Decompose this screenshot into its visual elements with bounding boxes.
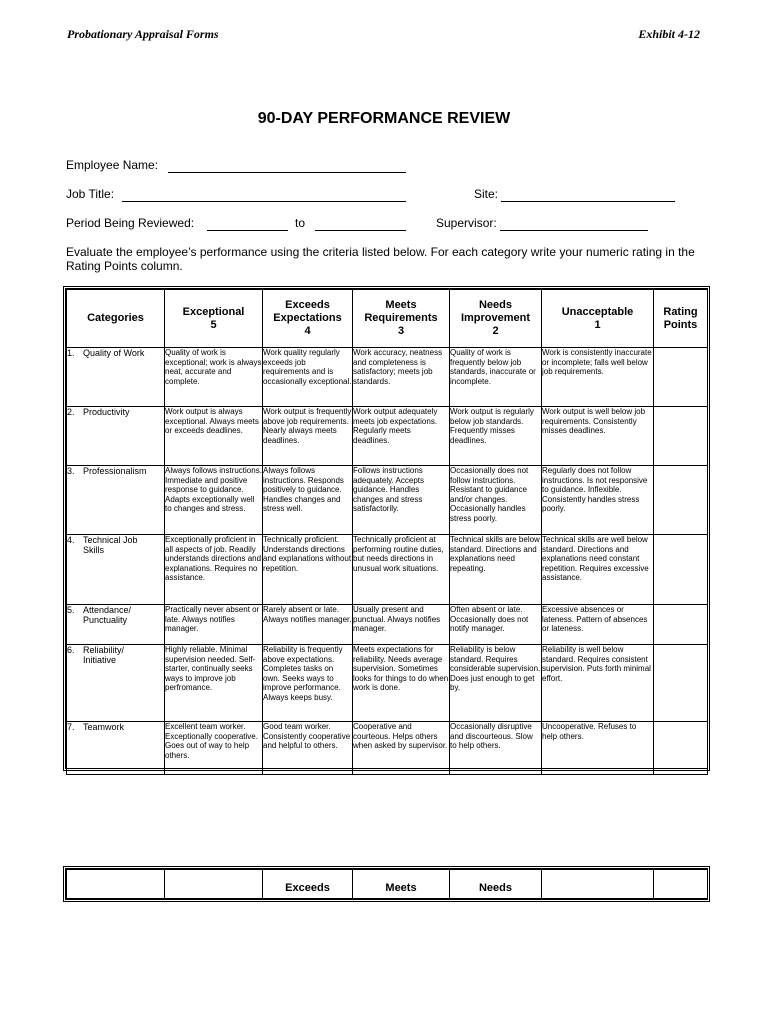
rating-desc-3: Follows instructions adequately. Accepts guidance. Handles changes and stress satisfactorily. xyxy=(353,466,450,535)
header-unacceptable: Unacceptable 1 xyxy=(542,290,654,348)
site-label: Site: xyxy=(474,187,499,201)
rating-desc-2: Reliability is below standard. Requires considerable supervision. Does just enough to get by. xyxy=(450,645,542,722)
performance-rubric-table xyxy=(63,286,710,771)
rating-points-cell[interactable] xyxy=(654,605,708,645)
rating-desc-5: Highly reliable. Minimal supervision needed. Self-starter, continually seeks ways to improve job perfromance. xyxy=(165,645,263,722)
rating-desc-2: Often absent or late. Occasionally does not notify manager. xyxy=(450,605,542,645)
rating-desc-3: Meets expectations for reliability. Needs average supervision. Sometimes looks for things to do when work is done. xyxy=(353,645,450,722)
rating-desc-5: Exceptionally proficient in all aspects of job. Readily understands directions and explanations. Requires no assistance. xyxy=(165,535,263,605)
table-row xyxy=(67,645,708,722)
rating-desc-4: Good team worker. Consistently cooperative and helpful to others. xyxy=(263,722,353,775)
category-cell: 6. Reliability/ Initiative xyxy=(67,645,165,722)
header-exceeds: Exceeds Expectations 4 xyxy=(263,290,353,348)
supervisor-line[interactable] xyxy=(500,230,648,231)
employee-name-line[interactable] xyxy=(168,172,406,173)
rating-desc-4: Work output is frequently above job requirements. Nearly always meets deadlines. xyxy=(263,407,353,466)
category-cell: 1. Quality of Work xyxy=(67,348,165,407)
rating-desc-4: Work quality regularly exceeds job requirements and is occasionally exceptional. xyxy=(263,348,353,407)
period-end-line[interactable] xyxy=(315,230,406,231)
rating-desc-3: Cooperative and courteous. Helps others when asked by supervisor. xyxy=(353,722,450,775)
job-title-label: Job Title: xyxy=(66,187,115,201)
rating-desc-2: Occasionally does not follow instructions. Resistant to guidance and/or changes. Occasionally handles stress poorly. xyxy=(450,466,542,535)
rating-desc-1: Work is consistently inaccurate or incomplete; falls well below job requirements. xyxy=(542,348,654,407)
table-row xyxy=(67,605,708,645)
cont-header-7 xyxy=(654,870,708,899)
rating-desc-1: Work output is well below job requirements. Consistently misses deadlines. xyxy=(542,407,654,466)
header-left: Probationary Appraisal Forms xyxy=(67,27,219,41)
rating-desc-2: Technical skills are below standard. Directions and explanations need repeating. xyxy=(450,535,542,605)
rating-desc-1: Technical skills are well below standard. Directions and explanations need constant repetition. Requires excessive assistance. xyxy=(542,535,654,605)
category-cell: 4. Technical Job Skills xyxy=(67,535,165,605)
rating-desc-1: Regularly does not follow instructions. Is not responsive to guidance. Inflexible. Consistently handles stress poorly. xyxy=(542,466,654,535)
site-line[interactable] xyxy=(501,201,675,202)
header-exceptional: Exceptional 5 xyxy=(165,290,263,348)
table-row xyxy=(67,722,708,775)
rating-points-cell[interactable] xyxy=(654,645,708,722)
rating-desc-1: Uncooperative. Refuses to help others. xyxy=(542,722,654,775)
employee-name-label: Employee Name: xyxy=(66,158,159,172)
header-right: Exhibit 4-12 xyxy=(638,27,700,41)
continuation-table xyxy=(63,866,710,902)
rating-desc-3: Technically proficient at performing routine duties, but needs directions in unusual work situations. xyxy=(353,535,450,605)
rating-desc-3: Work accuracy, neatness and completeness is satisfactory; meets job standards. xyxy=(353,348,450,407)
rating-desc-1: Excessive absences or lateness. Pattern of absences or lateness. xyxy=(542,605,654,645)
cont-header-2 xyxy=(165,870,263,899)
rating-desc-4: Technically proficient. Understands directions and explanations without repetition. xyxy=(263,535,353,605)
rating-desc-3: Work output adequately meets job expectations. Regularly meets deadlines. xyxy=(353,407,450,466)
rating-desc-1: Reliability is well below standard. Requires consistent supervision. Puts forth minimal effort. xyxy=(542,645,654,722)
supervisor-label: Supervisor: xyxy=(436,216,497,230)
table-row xyxy=(67,535,708,605)
rating-points-cell[interactable] xyxy=(654,407,708,466)
rating-points-cell[interactable] xyxy=(654,722,708,775)
category-cell: 5. Attendance/ Punctuality xyxy=(67,605,165,645)
rating-desc-4: Always follows instructions. Responds positively to guidance. Handles changes and stress well. xyxy=(263,466,353,535)
period-label: Period Being Reviewed: xyxy=(66,216,195,230)
cont-header-6 xyxy=(542,870,654,899)
table-row xyxy=(67,466,708,535)
cont-header-exceeds: Exceeds xyxy=(263,870,353,899)
header-rating-points: Rating Points xyxy=(654,290,708,348)
header-row xyxy=(67,290,708,348)
rating-desc-5: Practically never absent or late. Always notifies manager. xyxy=(165,605,263,645)
rating-desc-5: Always follows instructions. Immediate and positive response to guidance. Adapts exceptionally well to changes and stress. xyxy=(165,466,263,535)
rating-desc-4: Rarely absent or late. Always notifies manager. xyxy=(263,605,353,645)
page-title: 90-DAY PERFORMANCE REVIEW xyxy=(257,110,511,127)
table-row xyxy=(67,407,708,466)
rating-points-cell[interactable] xyxy=(654,535,708,605)
continuation-header-row xyxy=(67,870,708,899)
rating-desc-5: Excellent team worker. Exceptionally cooperative. Goes out of way to help others. xyxy=(165,722,263,775)
category-cell: 7. Teamwork xyxy=(67,722,165,775)
category-cell: 3. Professionalism xyxy=(67,466,165,535)
rating-desc-5: Work output is always exceptional. Always meets or exceeds deadlines. xyxy=(165,407,263,466)
cont-header-1 xyxy=(67,870,165,899)
rating-desc-4: Reliability is frequently above expectations. Completes tasks on own. Seeks ways to improve performance. Always keeps busy. xyxy=(263,645,353,722)
rating-desc-2: Occasionally disruptive and discourteous. Slow to help others. xyxy=(450,722,542,775)
rating-points-cell[interactable] xyxy=(654,466,708,535)
header-meets: Meets Requirements 3 xyxy=(353,290,450,348)
cont-header-needs: Needs xyxy=(450,870,542,899)
instructions: Evaluate the employee’s performance using the criteria listed below. For each category write your numeric rating in the Rating Points column. xyxy=(66,245,695,273)
rating-desc-2: Quality of work is frequently below job standards, inaccurate or incomplete. xyxy=(450,348,542,407)
header-categories: Categories xyxy=(67,290,165,348)
cont-header-meets: Meets xyxy=(353,870,450,899)
period-start-line[interactable] xyxy=(207,230,288,231)
rating-points-cell[interactable] xyxy=(654,348,708,407)
category-cell: 2. Productivity xyxy=(67,407,165,466)
rating-desc-5: Quality of work is exceptional; work is always neat, accurate and complete. xyxy=(165,348,263,407)
rating-desc-2: Work output is regularly below job standards. Frequently misses deadlines. xyxy=(450,407,542,466)
period-to-label: to xyxy=(295,216,306,230)
job-title-line[interactable] xyxy=(122,201,406,202)
header-needs-improvement: Needs Improvement 2 xyxy=(450,290,542,348)
rating-desc-3: Usually present and punctual. Always notifies manager. xyxy=(353,605,450,645)
table-row xyxy=(67,348,708,407)
